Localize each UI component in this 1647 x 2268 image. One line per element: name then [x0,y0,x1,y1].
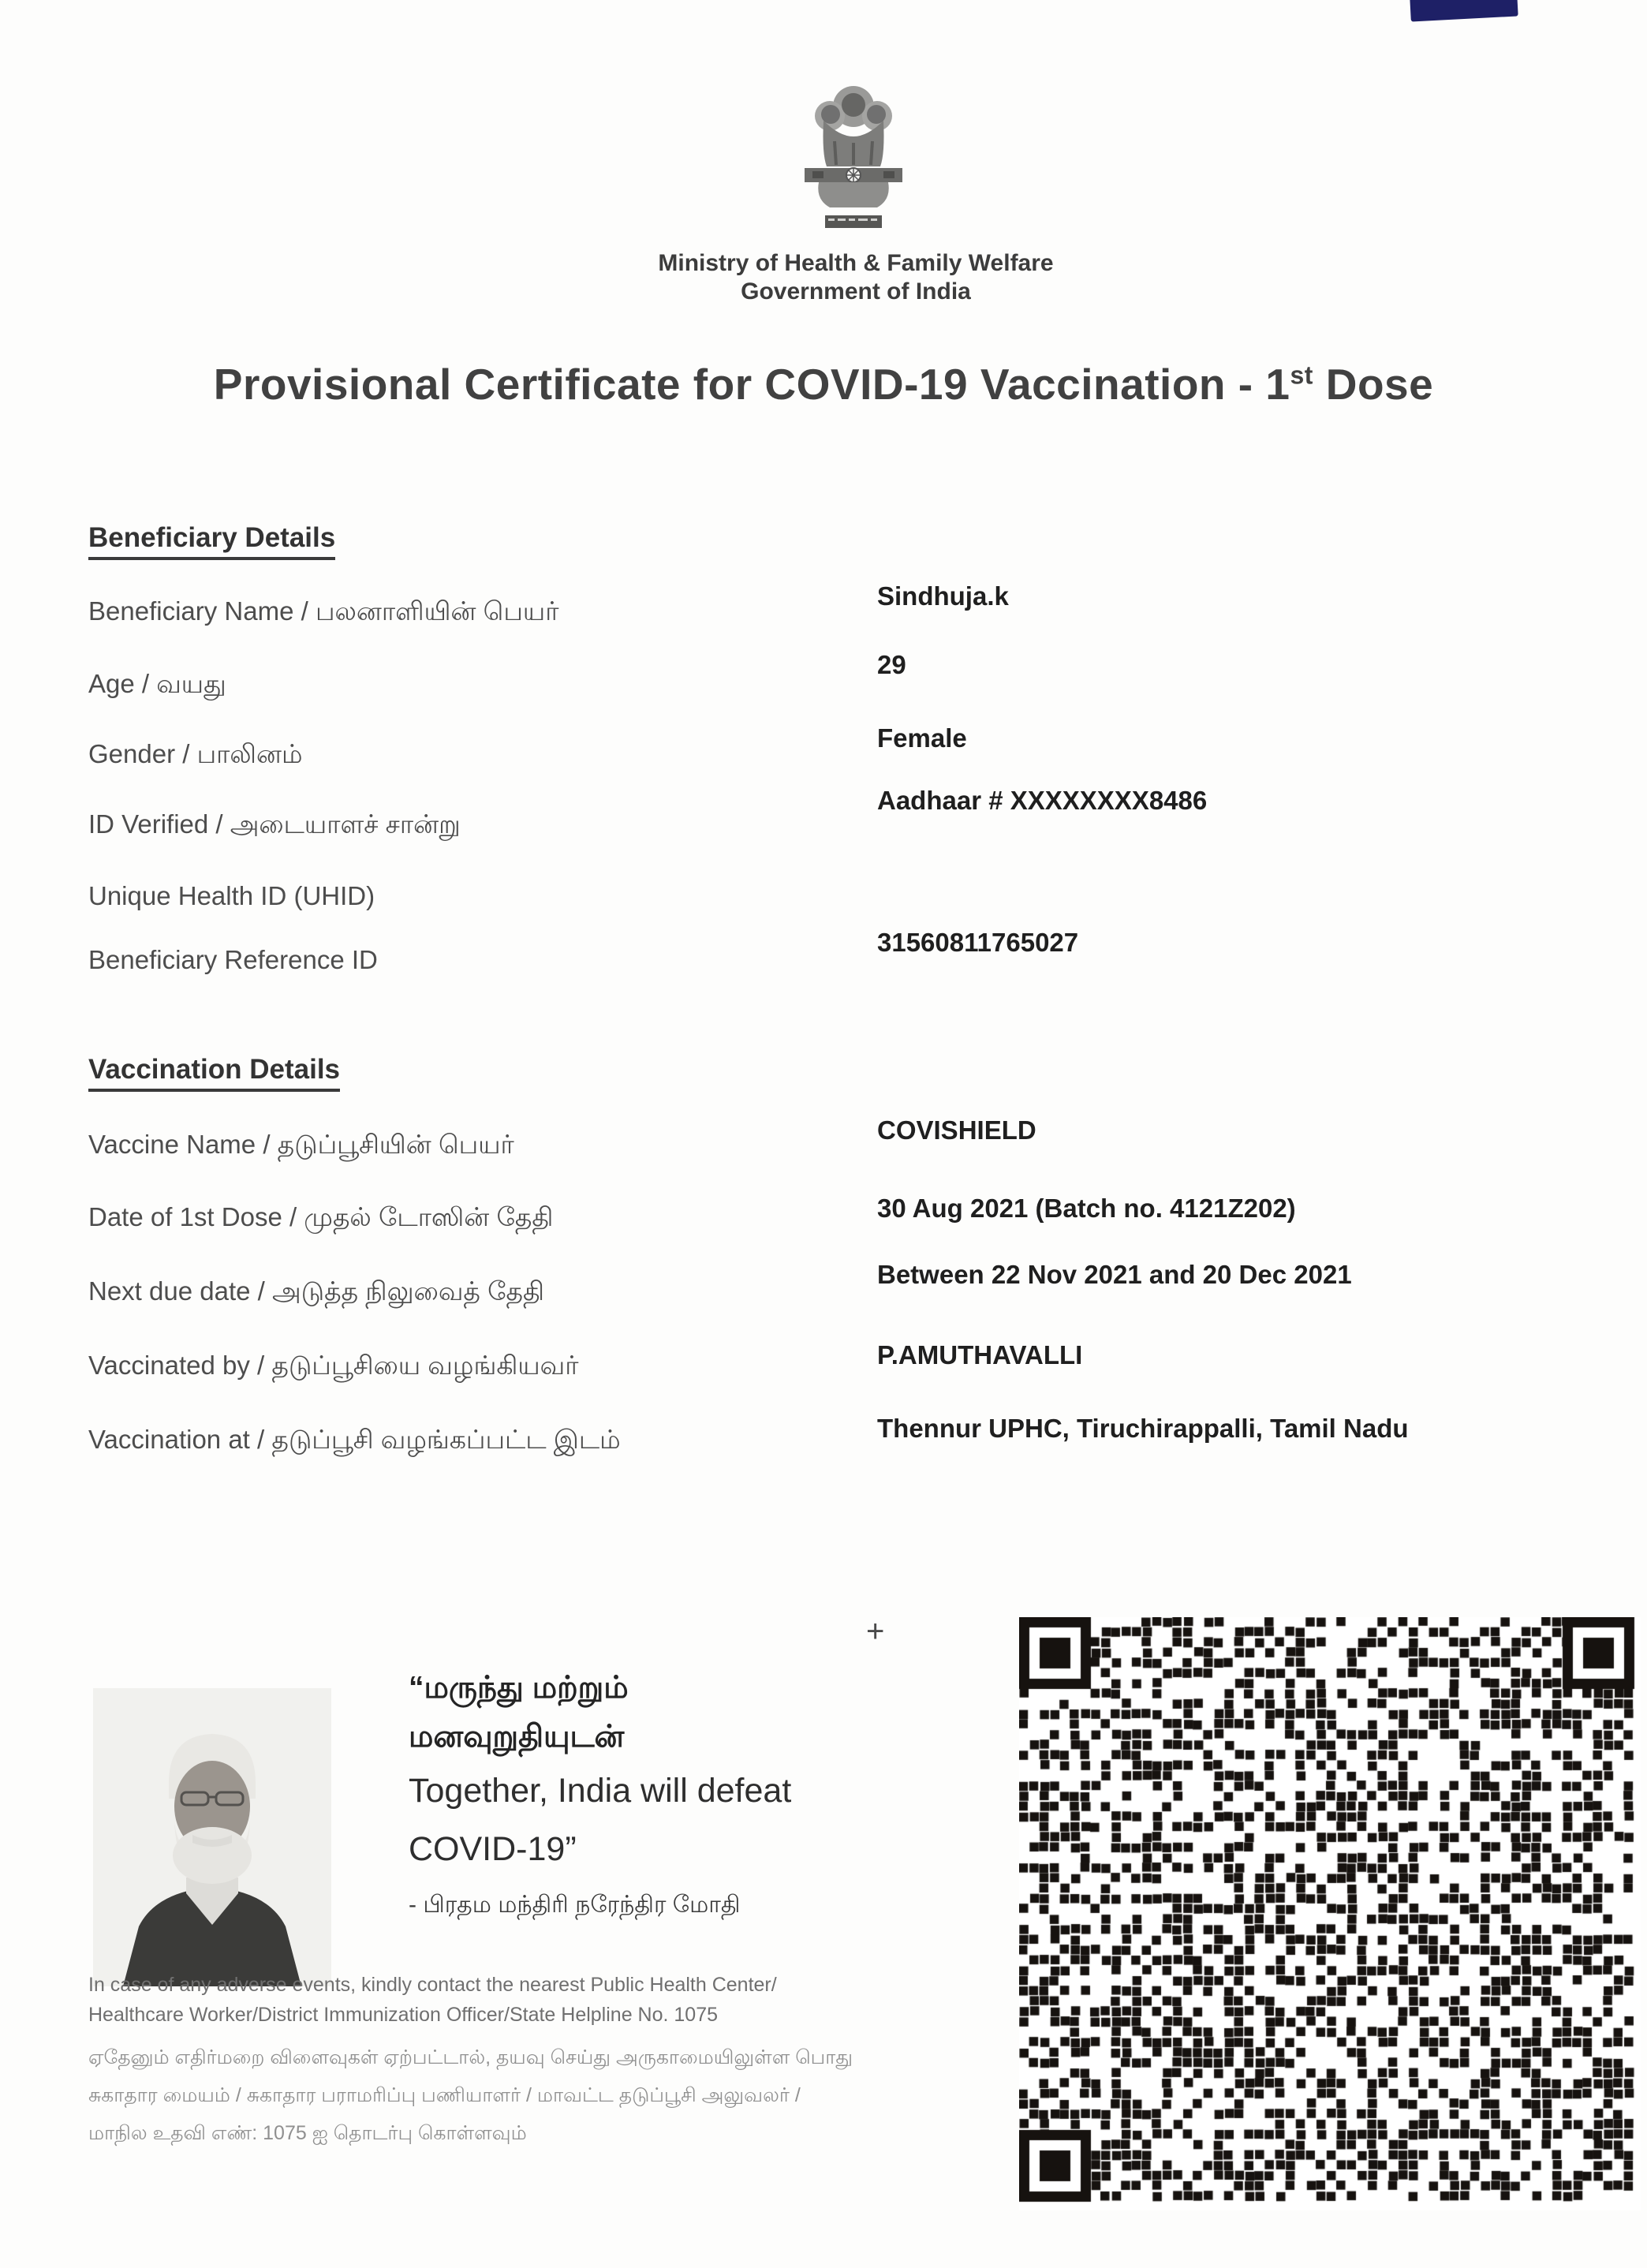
notice-english-line2: Healthcare Worker/District Immunization Officer/State Helpline No. 1075 [88,2004,719,2026]
quote-tamil-line1: “மருந்து மற்றும் [409,1671,629,1705]
notice-tamil-line1: ஏதேனும் எதிர்மறை விளைவுகள் ஏற்பட்டால், தயவு செய்து அருகாமையிலுள்ள பொது [88,2046,853,2068]
title-superscript: st [1290,361,1313,390]
age-value: 29 [877,650,906,679]
beneficiary-ref-id-label: Beneficiary Reference ID [88,945,378,974]
ashoka-lion-capital-icon [789,75,918,245]
dose-date-value: 30 Aug 2021 (Batch no. 4121Z202) [877,1194,1296,1223]
vaccination-at-value: Thennur UPHC, Tiruchirappalli, Tamil Nadu [877,1414,1409,1443]
id-verified-label: ID Verified / அடையாளச் சான்று [88,809,461,839]
qr-code [1019,1617,1641,2210]
ministry-line1: Ministry of Health & Family Welfare [658,250,1054,276]
beneficiary-name-value: Sindhuja.k [877,581,1009,611]
notice-tamil-line2: சுகாதார மையம் / சுகாதார பராமரிப்பு பணியாளர் / மாவட்ட தடுப்பூசி அலுவலர் / [88,2084,801,2106]
vaccinated-by-value: P.AMUTHAVALLI [877,1340,1083,1369]
id-verified-value: Aadhaar # XXXXXXXX8486 [877,786,1208,815]
beneficiary-name-label: Beneficiary Name / பலனாளியின் பெயர் [88,596,559,626]
certificate-title [0,359,1647,409]
beneficiary-ref-id-value: 31560811765027 [877,928,1079,957]
dose-date-label: Date of 1st Dose / முதல் டோஸின் தேதி [88,1202,554,1231]
plus-mark-artifact: + [866,1614,885,1649]
quote-english-line2: COVID-19” [409,1830,577,1868]
next-due-date-label: Next due date / அடுத்த நிலுவைத் தேதி [88,1276,545,1306]
vaccination-at-label: Vaccination at / தடுப்பூசி வழங்கப்பட்ட இடம் [88,1425,621,1454]
title-prefix: Provisional Certificate for COVID-19 Vaccination - 1 [213,360,1290,409]
quote-english-line1: Together, India will defeat [409,1772,792,1810]
beneficiary-details-heading: Beneficiary Details [88,522,335,560]
vaccine-name-label: Vaccine Name / தடுப்பூசியின் பெயர் [88,1130,514,1159]
quote-attribution: - பிரதம மந்திரி நரேந்திர மோதி [409,1892,741,1918]
vaccinated-by-label: Vaccinated by / தடுப்பூசியை வழங்கியவர் [88,1351,579,1380]
title-suffix: Dose [1313,360,1434,409]
vaccine-name-value: COVISHIELD [877,1115,1036,1145]
ministry-header [552,249,1160,306]
notice-english-line1: In case of any adverse events, kindly contact the nearest Public Health Center/ [88,1974,777,1996]
pm-portrait-graphic [93,1688,331,1986]
pm-portrait-image [93,1688,331,1986]
next-due-date-value: Between 22 Nov 2021 and 20 Dec 2021 [877,1260,1352,1289]
gender-label: Gender / பாலினம் [88,739,303,768]
quote-tamil-line2: மனவுறுதியுடன் [409,1720,625,1754]
notice-tamil-line3: மாநில உதவி எண்: 1075 ஐ தொடர்பு கொள்ளவும் [88,2122,527,2144]
gender-value: Female [877,723,967,753]
ministry-line2: Government of India [741,278,971,305]
age-label: Age / வயது [88,669,226,698]
scan-corner-artifact [1410,0,1518,22]
india-emblem-icon [789,75,918,245]
uhid-label: Unique Health ID (UHID) [88,881,375,910]
vaccination-details-heading: Vaccination Details [88,1054,340,1092]
qr-code-canvas [1019,1617,1641,2210]
